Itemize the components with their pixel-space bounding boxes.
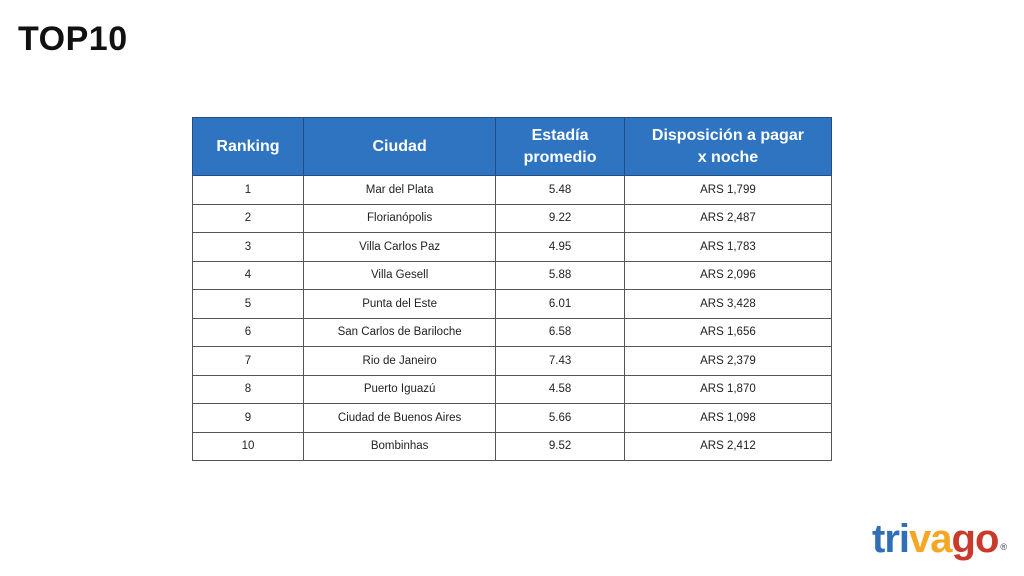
cell-disposicion: ARS 2,487	[624, 204, 831, 233]
table-row	[193, 204, 832, 233]
header-estadia	[496, 118, 625, 176]
cell-ciudad: Mar del Plata	[303, 176, 495, 205]
logo-letter: a	[930, 517, 952, 561]
registered-mark: ®	[1000, 542, 1007, 552]
cell-ranking: 5	[193, 290, 304, 319]
logo-letter: g	[951, 517, 975, 561]
logo-letter: r	[884, 517, 899, 561]
header-disposicion	[624, 118, 831, 176]
table-body	[193, 176, 832, 461]
cell-disposicion: ARS 2,379	[624, 347, 831, 376]
cell-estadia: 9.52	[496, 432, 625, 461]
ranking-table	[192, 117, 832, 461]
cell-ciudad: Villa Carlos Paz	[303, 233, 495, 262]
cell-disposicion: ARS 2,096	[624, 261, 831, 290]
cell-estadia: 4.95	[496, 233, 625, 262]
cell-ciudad: Puerto Iguazú	[303, 375, 495, 404]
cell-ciudad: Florianópolis	[303, 204, 495, 233]
header-ranking: Ranking	[193, 118, 304, 176]
cell-ranking: 3	[193, 233, 304, 262]
trivago-logo	[872, 517, 1007, 561]
table-header-row	[193, 118, 832, 176]
header-estadia-line2: promedio	[523, 148, 597, 166]
cell-ranking: 8	[193, 375, 304, 404]
header-ciudad: Ciudad	[303, 118, 495, 176]
cell-ciudad: Punta del Este	[303, 290, 495, 319]
cell-ranking: 1	[193, 176, 304, 205]
table-row	[193, 176, 832, 205]
cell-ranking: 10	[193, 432, 304, 461]
trivago-logo-wordmark	[872, 517, 998, 561]
cell-ciudad: Villa Gesell	[303, 261, 495, 290]
table-row	[193, 318, 832, 347]
table-row	[193, 347, 832, 376]
header-disposicion-line2: x noche	[697, 148, 759, 166]
cell-disposicion: ARS 1,799	[624, 176, 831, 205]
cell-ciudad: San Carlos de Bariloche	[303, 318, 495, 347]
cell-disposicion: ARS 1,098	[624, 404, 831, 433]
cell-estadia: 5.66	[496, 404, 625, 433]
cell-disposicion: ARS 1,656	[624, 318, 831, 347]
cell-estadia: 6.01	[496, 290, 625, 319]
cell-estadia: 9.22	[496, 204, 625, 233]
cell-ranking: 7	[193, 347, 304, 376]
cell-estadia: 5.48	[496, 176, 625, 205]
table-row	[193, 261, 832, 290]
cell-disposicion: ARS 2,412	[624, 432, 831, 461]
cell-ciudad: Rio de Janeiro	[303, 347, 495, 376]
cell-disposicion: ARS 3,428	[624, 290, 831, 319]
table-row	[193, 375, 832, 404]
logo-letter: i	[898, 517, 910, 561]
cell-disposicion: ARS 1,870	[624, 375, 831, 404]
logo-letter: t	[872, 517, 885, 561]
cell-estadia: 5.88	[496, 261, 625, 290]
cell-ranking: 2	[193, 204, 304, 233]
header-disposicion-line1: Disposición a pagar	[651, 126, 804, 144]
table-row	[193, 404, 832, 433]
table-row	[193, 233, 832, 262]
cell-estadia: 7.43	[496, 347, 625, 376]
cell-disposicion: ARS 1,783	[624, 233, 831, 262]
cell-ranking: 4	[193, 261, 304, 290]
logo-letter: v	[909, 517, 931, 561]
cell-ranking: 9	[193, 404, 304, 433]
page-title: TOP10	[18, 20, 128, 58]
header-estadia-line1: Estadía	[531, 126, 589, 144]
table-row	[193, 290, 832, 319]
cell-ciudad: Ciudad de Buenos Aires	[303, 404, 495, 433]
cell-ciudad: Bombinhas	[303, 432, 495, 461]
cell-estadia: 4.58	[496, 375, 625, 404]
cell-estadia: 6.58	[496, 318, 625, 347]
table-row	[193, 432, 832, 461]
logo-letter: o	[974, 517, 999, 561]
cell-ranking: 6	[193, 318, 304, 347]
